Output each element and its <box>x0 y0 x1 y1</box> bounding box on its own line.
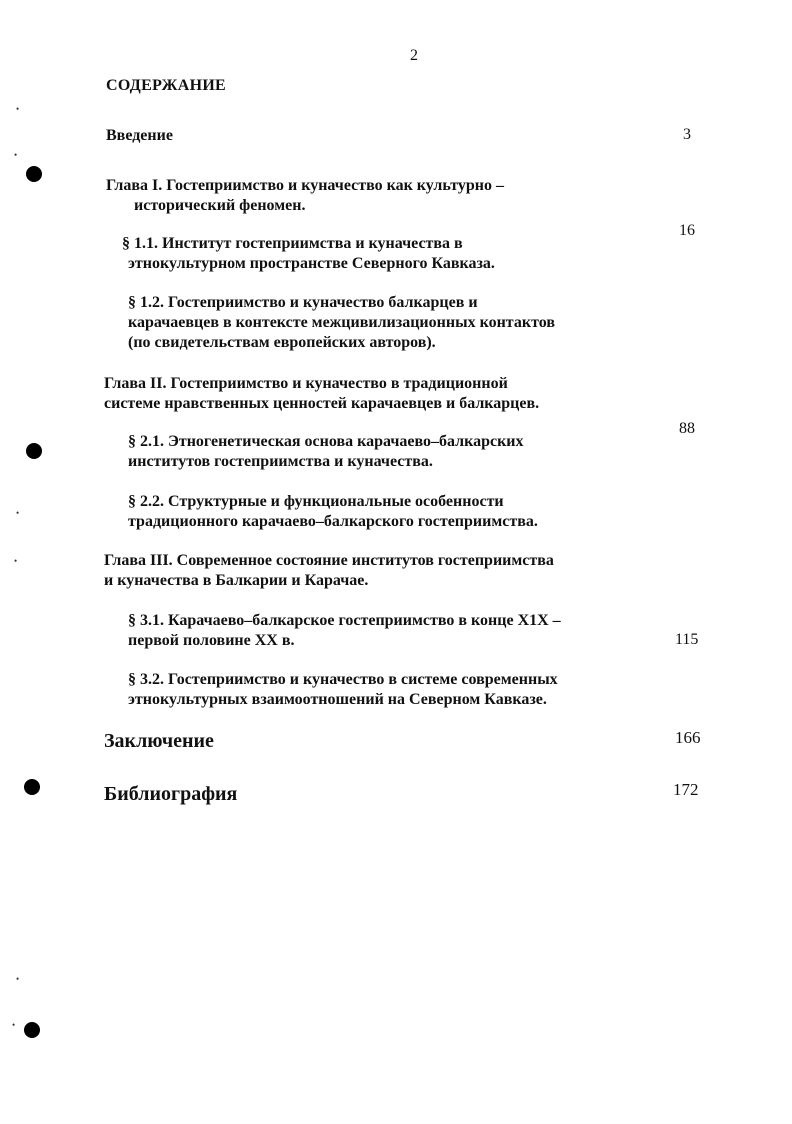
punch-hole <box>24 1022 40 1038</box>
toc-page-number: 16 <box>679 222 695 239</box>
toc-entry-line: Заключение <box>104 730 214 752</box>
toc-entry-line: § 1.1. Институт гостеприимства и куначества в <box>122 235 463 252</box>
toc-entry-line: исторический феномен. <box>134 197 306 214</box>
toc-entry-line: Глава III. Современное состояние институтов гостеприимства <box>104 552 554 569</box>
toc-entry-line: этнокультурных взаимоотношений на Северном Кавказе. <box>128 691 547 708</box>
scan-speck: • <box>16 974 20 984</box>
toc-entry-line: институтов гостеприимства и куначества. <box>128 453 433 470</box>
toc-entry-line: карачаевцев в контексте межцивилизационных контактов <box>128 314 555 331</box>
page-title: СОДЕРЖАНИЕ <box>106 77 227 94</box>
toc-entry-section-1-2[interactable] <box>128 293 555 353</box>
scan-speck: • <box>14 150 18 160</box>
toc-entry-chapter-2[interactable] <box>104 374 539 414</box>
toc-page-number: 172 <box>673 780 699 799</box>
punch-hole <box>24 779 40 795</box>
toc-page-number: 88 <box>679 420 695 437</box>
toc-entry-chapter-3[interactable] <box>104 551 554 591</box>
toc-entry-line: этнокультурном пространстве Северного Кавказа. <box>128 255 495 272</box>
toc-entry-line: § 2.1. Этногенетическая основа карачаево–балкарских <box>128 433 524 450</box>
scan-speck: • <box>16 104 20 114</box>
toc-entry-line: Глава II. Гостеприимство и куначество в традиционной <box>104 375 508 392</box>
scan-speck: • <box>14 556 18 566</box>
toc-entry-line: Библиография <box>104 783 238 805</box>
toc-page-number: 3 <box>683 126 691 143</box>
toc-entry-section-3-1[interactable] <box>128 611 561 651</box>
toc-entry-bibliography[interactable] <box>104 782 237 806</box>
toc-entry-line: и куначества в Балкарии и Карачае. <box>104 572 369 589</box>
toc-entry-line: § 2.2. Структурные и функциональные особенности <box>128 493 504 510</box>
page-number: 2 <box>410 47 418 64</box>
scan-speck: • <box>16 508 20 518</box>
toc-entry-line: § 3.1. Карачаево–балкарское гостеприимство в конце X1X – <box>128 612 561 629</box>
toc-entry-section-3-2[interactable] <box>128 670 558 710</box>
toc-page-number: 115 <box>675 631 699 648</box>
toc-entry-introduction[interactable] <box>106 126 173 146</box>
toc-entry-line: § 1.2. Гостеприимство и куначество балкарцев и <box>128 294 478 311</box>
toc-entry-line: § 3.2. Гостеприимство и куначество в системе современных <box>128 671 558 688</box>
toc-entry-conclusion[interactable] <box>104 729 214 753</box>
toc-entry-line: (по свидетельствам европейских авторов). <box>128 334 436 351</box>
toc-entry-section-1-1[interactable] <box>122 234 495 274</box>
scan-speck: • <box>12 1020 16 1030</box>
toc-entry-line: традиционного карачаево–балкарского гостеприимства. <box>128 513 538 530</box>
toc-entry-line: Введение <box>106 127 173 144</box>
toc-entry-section-2-1[interactable] <box>128 432 524 472</box>
toc-entry-line: первой половине XX в. <box>128 632 295 649</box>
toc-entry-line: Глава I. Гостеприимство и куначество как культурно – <box>106 177 504 194</box>
toc-entry-chapter-1[interactable] <box>106 176 504 216</box>
punch-hole <box>26 443 42 459</box>
punch-hole <box>26 166 42 182</box>
toc-entry-section-2-2[interactable] <box>128 492 538 532</box>
toc-entry-line: системе нравственных ценностей карачаевцев и балкарцев. <box>104 395 540 412</box>
toc-page-number: 166 <box>675 728 701 747</box>
